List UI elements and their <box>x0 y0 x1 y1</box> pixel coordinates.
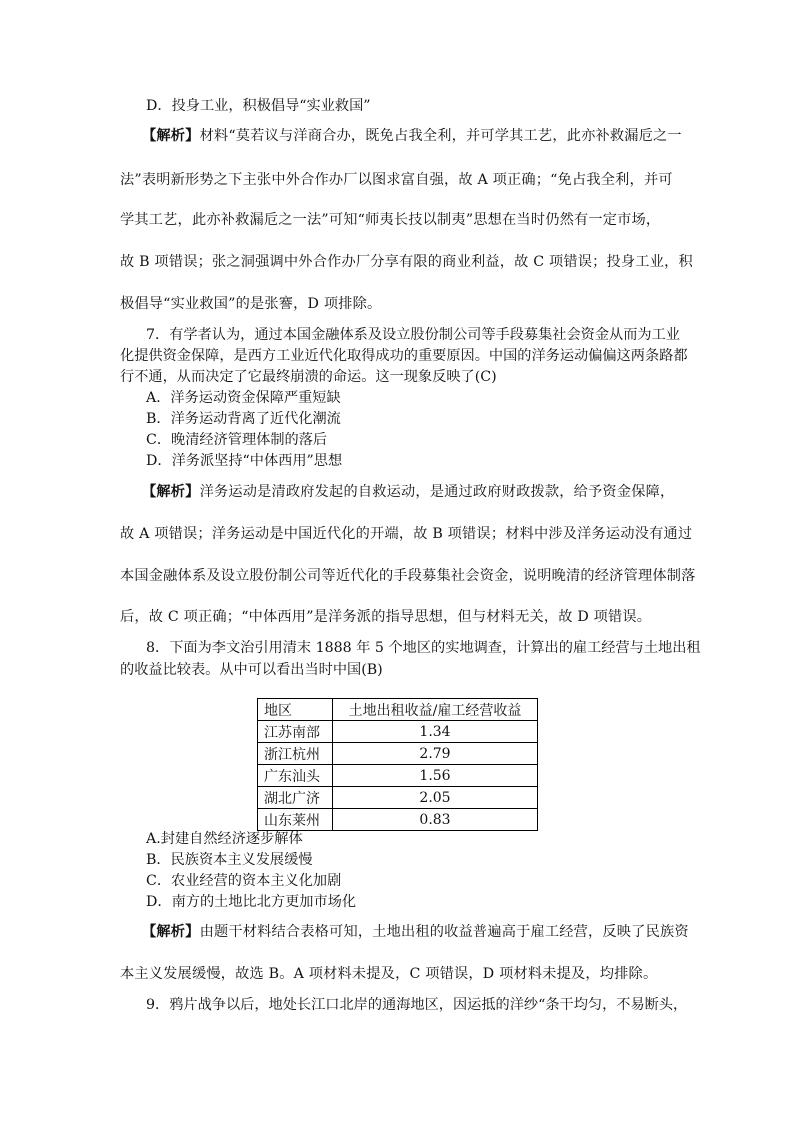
option-b-q8: B．民族资本主义发展缓慢 <box>146 852 313 868</box>
table-row <box>258 743 538 765</box>
explanation-q6-line-4: 故 B 项错误；张之洞强调中外合作办厂分享有限的商业利益，故 C 项错误；投身工业，积 <box>120 254 693 270</box>
income-comparison-table <box>257 698 538 831</box>
explanation-q6-line-2: 法”表明新形势之下主张中外合作办厂以图求富自强，故 A 项正确；“免占我全利，并可 <box>120 172 673 188</box>
question-7-line-3: 行不通，从而决定了它最终崩溃的命运。这一现象反映了(C) <box>120 369 497 385</box>
question-7-line-2: 化提供资金保障，是西方工业近代化取得成功的重要原因。中国的洋务运动偏偏这两条路都 <box>120 348 688 364</box>
explanation-tag: 【解析】 <box>142 484 200 500</box>
explanation-q6-line-1 <box>142 126 682 146</box>
explanation-q7-line-3: 本国金融体系及设立股份制公司等近代化的手段募集社会资金，说明晚清的经济管理体制落 <box>120 568 696 584</box>
table-cell-ratio: 0.83 <box>333 809 538 831</box>
table-row <box>258 765 538 787</box>
table-cell-ratio: 1.56 <box>333 765 538 787</box>
table-cell-region: 山东莱州 <box>258 809 333 831</box>
table-row <box>258 809 538 831</box>
explanation-text: 材料“莫若议与洋商合办，既免占我全利，并可学其工艺，此亦补救漏卮之一 <box>199 128 682 144</box>
option-a-q7: A．洋务运动资金保障严重短缺 <box>146 390 341 406</box>
table-cell-region: 湖北广济 <box>258 787 333 809</box>
option-c-q7: C．晚清经济管理体制的落后 <box>146 432 328 448</box>
table-row <box>258 721 538 743</box>
option-d-q8: D．南方的土地比北方更加市场化 <box>146 894 357 910</box>
question-7-line-1: 7．有学者认为，通过本国金融体系及设立股份制公司等手段募集社会资金从而为工业 <box>146 327 680 343</box>
table-header-region: 地区 <box>258 699 333 721</box>
table-header-row <box>258 699 538 721</box>
explanation-tag: 【解析】 <box>142 128 200 144</box>
option-a-q8: A.封建自然经济逐步解体 <box>146 831 303 847</box>
explanation-q6-line-5: 极倡导“实业救国”的是张謇，D 项排除。 <box>120 296 382 312</box>
explanation-q7-line-1 <box>142 482 674 502</box>
table-cell-ratio: 2.79 <box>333 743 538 765</box>
question-9-line-1: 9．鸦片战争以后，地处长江口北岸的通海地区，因运抵的洋纱“条干均匀，不易断头， <box>146 997 688 1013</box>
explanation-q7-line-2: 故 A 项错误；洋务运动是中国近代化的开端，故 B 项错误；材料中涉及洋务运动没有通过 <box>120 526 693 542</box>
table-cell-ratio: 1.34 <box>333 721 538 743</box>
table-header-ratio: 土地出租收益/雇工经营收益 <box>333 699 538 721</box>
explanation-text: 洋务运动是清政府发起的自救运动，是通过政府财政拨款，给予资金保障， <box>199 484 675 500</box>
explanation-q7-line-4: 后，故 C 项正确；“中体西用”是洋务派的指导思想，但与材料无关，故 D 项错误。 <box>120 609 652 625</box>
question-8-line-1: 8．下面为李文治引用清末 1888 年 5 个地区的实地调查，计算出的雇工经营与土地出租 <box>146 640 701 656</box>
table-cell-region: 浙江杭州 <box>258 743 333 765</box>
explanation-q8-line-2: 本主义发展缓慢，故选 B。A 项材料未提及，C 项错误，D 项材料未提及，均排除。 <box>120 966 658 982</box>
option-c-q8: C．农业经营的资本主义化加剧 <box>146 873 342 889</box>
question-8-line-2: 的收益比较表。从中可以看出当时中国(B) <box>120 662 383 678</box>
option-b-q7: B．洋务运动背离了近代化潮流 <box>146 411 341 427</box>
table-cell-region: 广东汕头 <box>258 765 333 787</box>
explanation-text: 由题干材料结合表格可知，土地出租的收益普遍高于雇工经营，反映了民族资 <box>199 924 689 940</box>
explanation-tag: 【解析】 <box>142 924 200 940</box>
table-cell-region: 江苏南部 <box>258 721 333 743</box>
explanation-q8-line-1 <box>142 922 689 942</box>
table-row <box>258 787 538 809</box>
explanation-q6-line-3: 学其工艺，此亦补救漏卮之一法”可知“师夷长技以制夷”思想在当时仍然有一定市场， <box>120 212 661 228</box>
option-d-q6: D．投身工业，积极倡导“实业救国” <box>146 98 371 114</box>
option-d-q7: D．洋务派坚持“中体西用”思想 <box>146 453 343 469</box>
table-cell-ratio: 2.05 <box>333 787 538 809</box>
